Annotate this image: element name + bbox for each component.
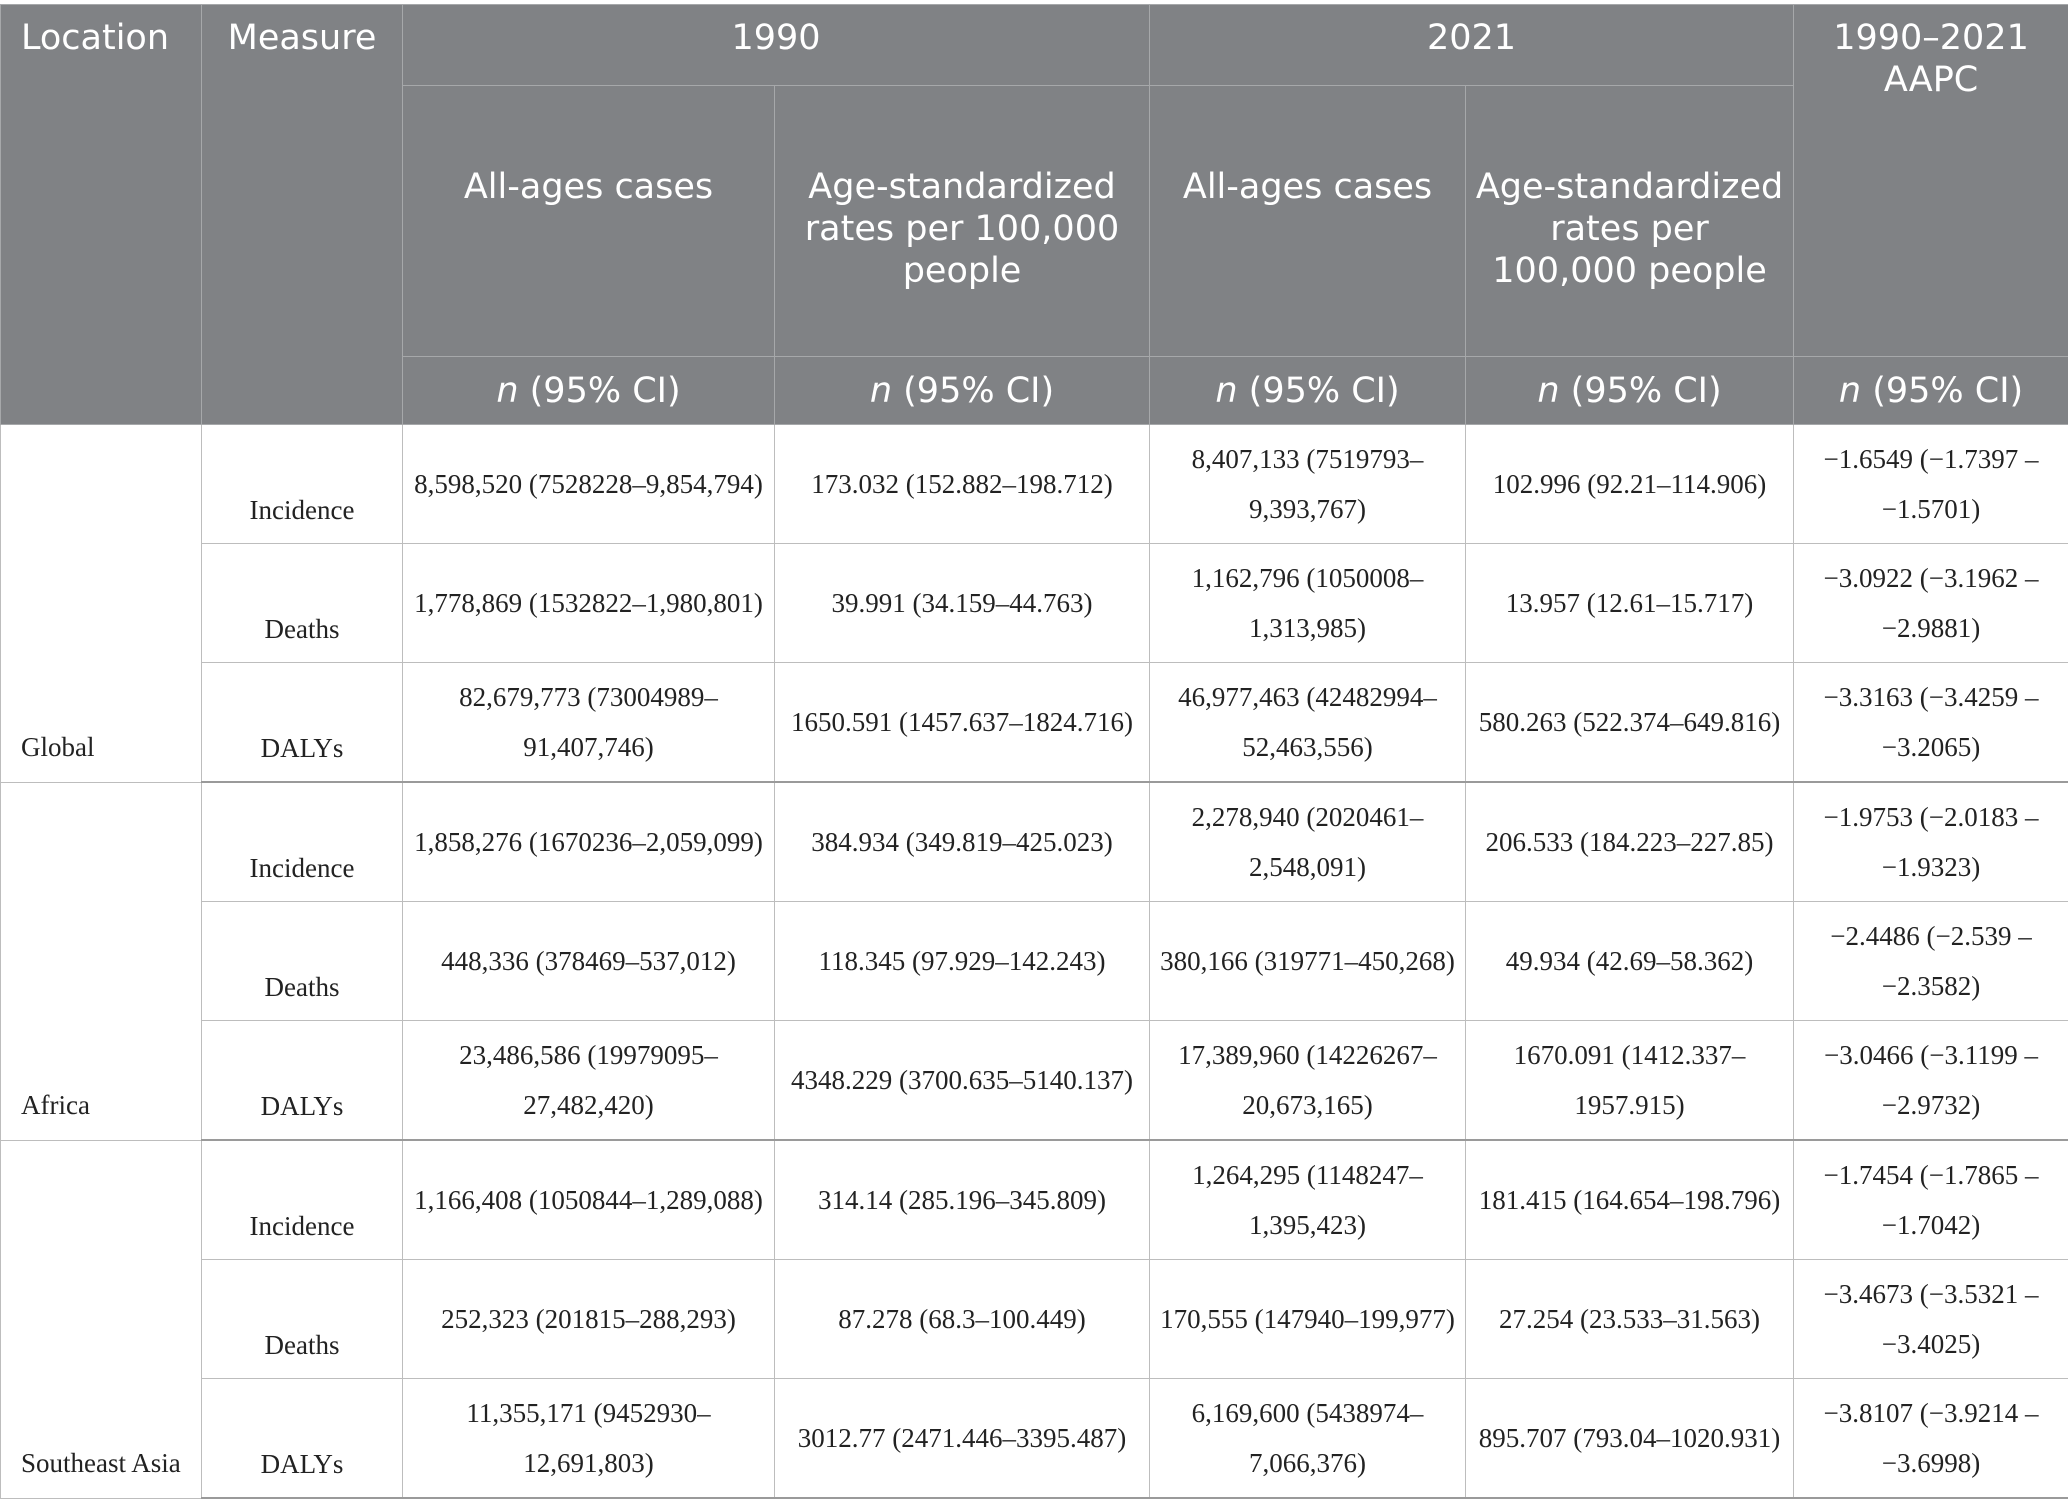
cases-2021-cell: 170,555 (147940–199,977) [1150, 1260, 1466, 1379]
cases-2021-cell: 6,169,600 (5438974–7,066,376) [1150, 1379, 1466, 1499]
measure-cell: Deaths [202, 902, 403, 1021]
ci-label: (95% CI) [1238, 371, 1400, 411]
rate-1990-cell: 1650.591 (1457.637–1824.716) [775, 663, 1150, 783]
cases-1990-cell: 23,486,586 (19979095–27,482,420) [403, 1021, 775, 1141]
header-location: Location [1, 5, 202, 425]
cases-2021-cell: 380,166 (319771–450,268) [1150, 902, 1466, 1021]
header-measure: Measure [202, 5, 403, 425]
measure-cell: Incidence [202, 782, 403, 902]
ci-label: (95% CI) [1861, 371, 2023, 411]
rate-1990-cell: 87.278 (68.3–100.449) [775, 1260, 1150, 1379]
aapc-cell: −1.7454 (−1.7865 –−1.7042) [1794, 1140, 2068, 1260]
aapc-cell: −1.9753 (−2.0183 –−1.9323) [1794, 782, 2068, 902]
n-label: n [496, 371, 518, 411]
cases-2021-cell: 1,264,295 (1148247–1,395,423) [1150, 1140, 1466, 1260]
header-ci-2021-cases [1150, 357, 1466, 425]
measure-cell: Deaths [202, 544, 403, 663]
table-body [1, 425, 2068, 1499]
rate-1990-cell: 4348.229 (3700.635–5140.137) [775, 1021, 1150, 1141]
rate-2021-cell: 13.957 (12.61–15.717) [1466, 544, 1794, 663]
measure-cell: Deaths [202, 1260, 403, 1379]
header-year-1990: 1990 [403, 5, 1150, 86]
header-ci-1990-rates [775, 357, 1150, 425]
rate-1990-cell: 314.14 (285.196–345.809) [775, 1140, 1150, 1260]
rate-2021-cell: 102.996 (92.21–114.906) [1466, 425, 1794, 544]
rate-2021-cell: 1670.091 (1412.337–1957.915) [1466, 1021, 1794, 1141]
aapc-cell: −3.8107 (−3.9214 –−3.6998) [1794, 1379, 2068, 1499]
location-cell: Africa [1, 782, 202, 1140]
cases-2021-cell: 46,977,463 (42482994–52,463,556) [1150, 663, 1466, 783]
measure-cell: DALYs [202, 663, 403, 783]
aapc-cell: −3.3163 (−3.4259 –−3.2065) [1794, 663, 2068, 783]
rate-2021-cell: 580.263 (522.374–649.816) [1466, 663, 1794, 783]
cases-1990-cell: 1,166,408 (1050844–1,289,088) [403, 1140, 775, 1260]
cases-2021-cell: 1,162,796 (1050008–1,313,985) [1150, 544, 1466, 663]
rate-2021-cell: 27.254 (23.533–31.563) [1466, 1260, 1794, 1379]
cases-2021-cell: 17,389,960 (14226267–20,673,165) [1150, 1021, 1466, 1141]
cases-1990-cell: 448,336 (378469–537,012) [403, 902, 775, 1021]
cases-1990-cell: 252,323 (201815–288,293) [403, 1260, 775, 1379]
table-row [1, 544, 2068, 663]
table-row [1, 782, 2068, 902]
cases-1990-cell: 8,598,520 (7528228–9,854,794) [403, 425, 775, 544]
ci-label: (95% CI) [519, 371, 681, 411]
location-cell: Southeast Asia [1, 1140, 202, 1498]
header-aapc: 1990–2021 AAPC [1794, 5, 2068, 357]
header-1990-all-ages-cases: All-ages cases [403, 86, 775, 357]
aapc-cell: −3.4673 (−3.5321 –−3.4025) [1794, 1260, 2068, 1379]
n-label: n [1839, 371, 1861, 411]
cases-1990-cell: 82,679,773 (73004989–91,407,746) [403, 663, 775, 783]
measure-cell: Incidence [202, 425, 403, 544]
table-row [1, 1379, 2068, 1499]
table-row [1, 663, 2068, 783]
cases-1990-cell: 11,355,171 (9452930–12,691,803) [403, 1379, 775, 1499]
measure-cell: Incidence [202, 1140, 403, 1260]
header-ci-aapc [1794, 357, 2068, 425]
rate-1990-cell: 39.991 (34.159–44.763) [775, 544, 1150, 663]
table-row [1, 902, 2068, 1021]
measure-cell: DALYs [202, 1021, 403, 1141]
table-row [1, 425, 2068, 544]
measure-cell: DALYs [202, 1379, 403, 1499]
rate-2021-cell: 181.415 (164.654–198.796) [1466, 1140, 1794, 1260]
ci-label: (95% CI) [892, 371, 1054, 411]
rate-1990-cell: 118.345 (97.929–142.243) [775, 902, 1150, 1021]
cases-1990-cell: 1,858,276 (1670236–2,059,099) [403, 782, 775, 902]
table-row [1, 1021, 2068, 1141]
aapc-cell: −3.0466 (−3.1199 –−2.9732) [1794, 1021, 2068, 1141]
table-row [1, 1140, 2068, 1260]
rate-2021-cell: 895.707 (793.04–1020.931) [1466, 1379, 1794, 1499]
rate-2021-cell: 206.533 (184.223–227.85) [1466, 782, 1794, 902]
header-2021-all-ages-cases: All-ages cases [1150, 86, 1466, 357]
table-header [1, 5, 2068, 425]
cases-1990-cell: 1,778,869 (1532822–1,980,801) [403, 544, 775, 663]
cases-2021-cell: 8,407,133 (7519793–9,393,767) [1150, 425, 1466, 544]
burden-table [0, 4, 2068, 1499]
header-ci-1990-cases [403, 357, 775, 425]
rate-2021-cell: 49.934 (42.69–58.362) [1466, 902, 1794, 1021]
n-label: n [870, 371, 892, 411]
n-label: n [1215, 371, 1237, 411]
rate-1990-cell: 3012.77 (2471.446–3395.487) [775, 1379, 1150, 1499]
n-label: n [1537, 371, 1559, 411]
rate-1990-cell: 384.934 (349.819–425.023) [775, 782, 1150, 902]
header-ci-2021-rates [1466, 357, 1794, 425]
rate-1990-cell: 173.032 (152.882–198.712) [775, 425, 1150, 544]
aapc-cell: −2.4486 (−2.539 –−2.3582) [1794, 902, 2068, 1021]
location-cell: Global [1, 425, 202, 783]
header-year-2021: 2021 [1150, 5, 1794, 86]
header-2021-age-standardized-rates: Age-standardized rates per 100,000 people [1466, 86, 1794, 357]
aapc-cell: −3.0922 (−3.1962 –−2.9881) [1794, 544, 2068, 663]
ci-label: (95% CI) [1560, 371, 1722, 411]
aapc-cell: −1.6549 (−1.7397 –−1.5701) [1794, 425, 2068, 544]
cases-2021-cell: 2,278,940 (2020461–2,548,091) [1150, 782, 1466, 902]
header-1990-age-standardized-rates: Age-standardized rates per 100,000 people [775, 86, 1150, 357]
